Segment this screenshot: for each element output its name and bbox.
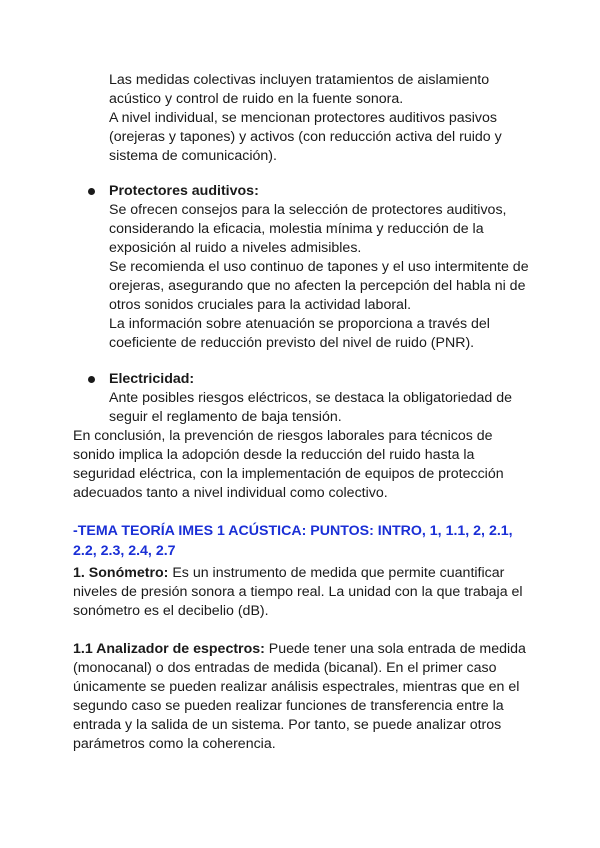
bullet-line: seguir el reglamento de baja tensión. bbox=[109, 409, 342, 425]
bullet-line: considerando la eficacia, molestia mínima y reducción de la bbox=[109, 221, 484, 237]
section-text: Es un instrumento de medida que permite cuantificar bbox=[168, 565, 505, 581]
bullet-line: Se recomienda el uso continuo de tapones y el uso intermitente de bbox=[109, 259, 529, 275]
section-line: únicamente se pueden realizar análisis espectrales, mientras que en el bbox=[73, 679, 520, 695]
bullet-line: exposición al ruido a niveles admisibles. bbox=[109, 240, 362, 256]
section-line: parámetros como la coherencia. bbox=[73, 736, 276, 752]
section-term: 1.1 Analizador de espectros: bbox=[73, 641, 265, 657]
conclusion-line: En conclusión, la prevención de riesgos laborales para técnicos de bbox=[73, 428, 493, 444]
section-first-line bbox=[73, 564, 504, 583]
bullet-line: otros sonidos cruciales para la actividad laboral. bbox=[109, 297, 412, 313]
bullet-title: Electricidad: bbox=[109, 371, 195, 387]
topic-heading: 2.2, 2.3, 2.4, 2.7 bbox=[73, 543, 176, 559]
bullet-line: coeficiente de reducción previsto del nivel de ruido (PNR). bbox=[109, 335, 475, 351]
section-line: entrada y la salida de un sistema. Por tanto, se puede analizar otros bbox=[73, 717, 502, 733]
intro-line: Las medidas colectivas incluyen tratamientos de aislamiento bbox=[109, 72, 490, 88]
intro-line: (orejeras y tapones) y activos (con reducción activa del ruido y bbox=[109, 129, 502, 145]
bullet-line: Ante posibles riesgos eléctricos, se destaca la obligatoriedad de bbox=[109, 390, 513, 406]
section-line: sonómetro es el decibelio (dB). bbox=[73, 603, 269, 619]
conclusion-line: seguridad eléctrica, con la implementación de equipos de protección bbox=[73, 466, 504, 482]
section-line: (monocanal) o dos entradas de medida (bicanal). En el primer caso bbox=[73, 660, 497, 676]
conclusion-line: adecuados tanto a nivel individual como colectivo. bbox=[73, 485, 388, 501]
bullet-line: Se ofrecen consejos para la selección de protectores auditivos, bbox=[109, 202, 507, 218]
bullet-title: Protectores auditivos: bbox=[109, 183, 259, 199]
intro-line: A nivel individual, se mencionan protectores auditivos pasivos bbox=[109, 110, 498, 126]
conclusion-line: sonido implica la adopción desde la reducción del ruido hasta la bbox=[73, 447, 475, 463]
topic-heading: -TEMA TEORÍA IMES 1 ACÚSTICA: PUNTOS: INTRO, 1, 1.1, 2, 2.1, bbox=[73, 523, 513, 539]
intro-line: acústico y control de ruido en la fuente sonora. bbox=[109, 91, 404, 107]
section-term: 1. Sonómetro: bbox=[73, 565, 169, 581]
bullet-line: La información sobre atenuación se proporciona a través del bbox=[109, 316, 490, 332]
section-text: Puede tener una sola entrada de medida bbox=[264, 641, 526, 657]
section-line: niveles de presión sonora a tiempo real. La unidad con la que trabaja el bbox=[73, 584, 523, 600]
section-first-line bbox=[73, 640, 526, 659]
section-line: segundo caso se pueden realizar funciones de transferencia entre la bbox=[73, 698, 504, 714]
bullet-icon bbox=[88, 376, 95, 383]
bullet-line: orejeras, asegurando que no afecten la percepción del habla ni de bbox=[109, 278, 526, 294]
bullet-icon bbox=[88, 188, 95, 195]
intro-line: sistema de comunicación). bbox=[109, 148, 277, 164]
